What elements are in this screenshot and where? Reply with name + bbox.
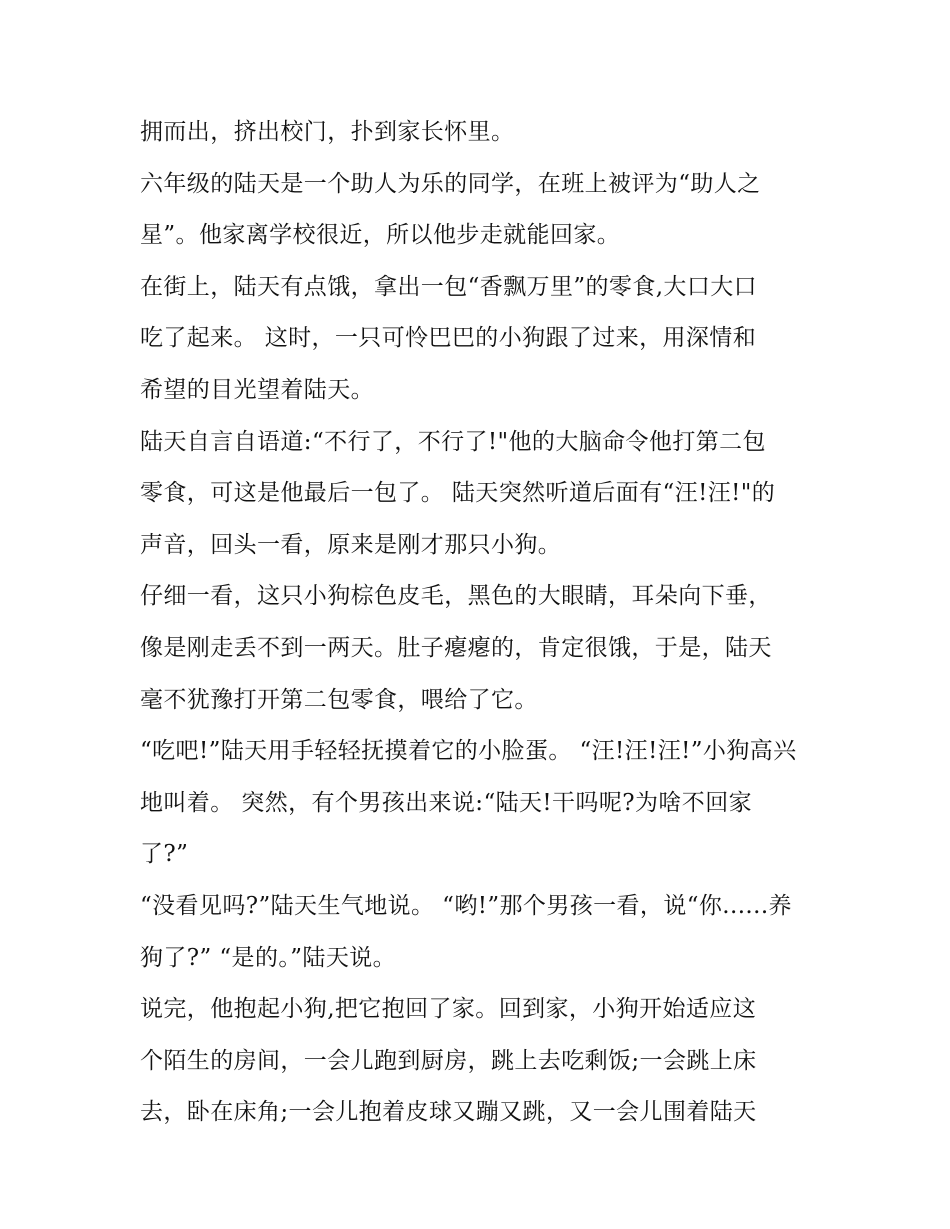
text-line: 声音，回头一看，原来是刚才那只小狗。 [140,531,562,558]
text-line: 了?” [140,841,189,868]
text-line: 在街上，陆天有点饿，拿出一包“香飘万里”的零食,大口大口 [140,273,758,300]
text-line: 狗了?” “是的。”陆天说。 [140,944,397,971]
text-line: 地叫着。 突然，有个男孩出来说:“陆天!干吗呢?为啥不回家 [140,789,752,816]
text-line: 去，卧在床角;一会儿抱着皮球又蹦又跳，又一会儿围着陆天 [140,1099,757,1126]
text-line: 吃了起来。 这时，一只可怜巴巴的小狗跟了过来，用深情和 [140,325,757,352]
text-line: 希望的目光望着陆天。 [140,376,374,403]
text-line: “没看见吗?”陆天生气地说。 “哟!”那个男孩一看，说“你......养 [140,892,792,919]
text-line: 毫不犹豫打开第二包零食，喂给了它。 [140,686,538,713]
text-line: 零食，可这是他最后一包了。 陆天突然听道后面有“汪!汪!"的 [140,480,776,507]
text-line: 拥而出，挤出校门，扑到家长怀里。 [140,119,515,145]
text-line: “吃吧!”陆天用手轻轻抚摸着它的小脸蛋。 “汪!汪!汪!”小狗高兴 [140,738,797,765]
body-text [140,107,820,1139]
text-line: 陆天自言自语道:“不行了，不行了!"他的大脑命令他打第二包 [140,428,766,455]
text-line: 仔细一看，这只小狗棕色皮毛，黑色的大眼睛，耳朵向下垂， [140,583,772,610]
text-line: 个陌生的房间，一会儿跑到厨房，跳上去吃剩饭;一会跳上床 [140,1047,757,1074]
text-line: 像是刚走丢不到一两天。肚子瘪瘪的，肯定很饿，于是，陆天 [140,634,772,661]
text-line: 说完，他抱起小狗,把它抱回了家。回到家，小狗开始适应这 [140,996,757,1023]
text-line: 六年级的陆天是一个助人为乐的同学，在班上被评为“助人之 [140,170,761,197]
text-line: 星”。他家离学校很近，所以他步走就能回家。 [140,222,621,249]
